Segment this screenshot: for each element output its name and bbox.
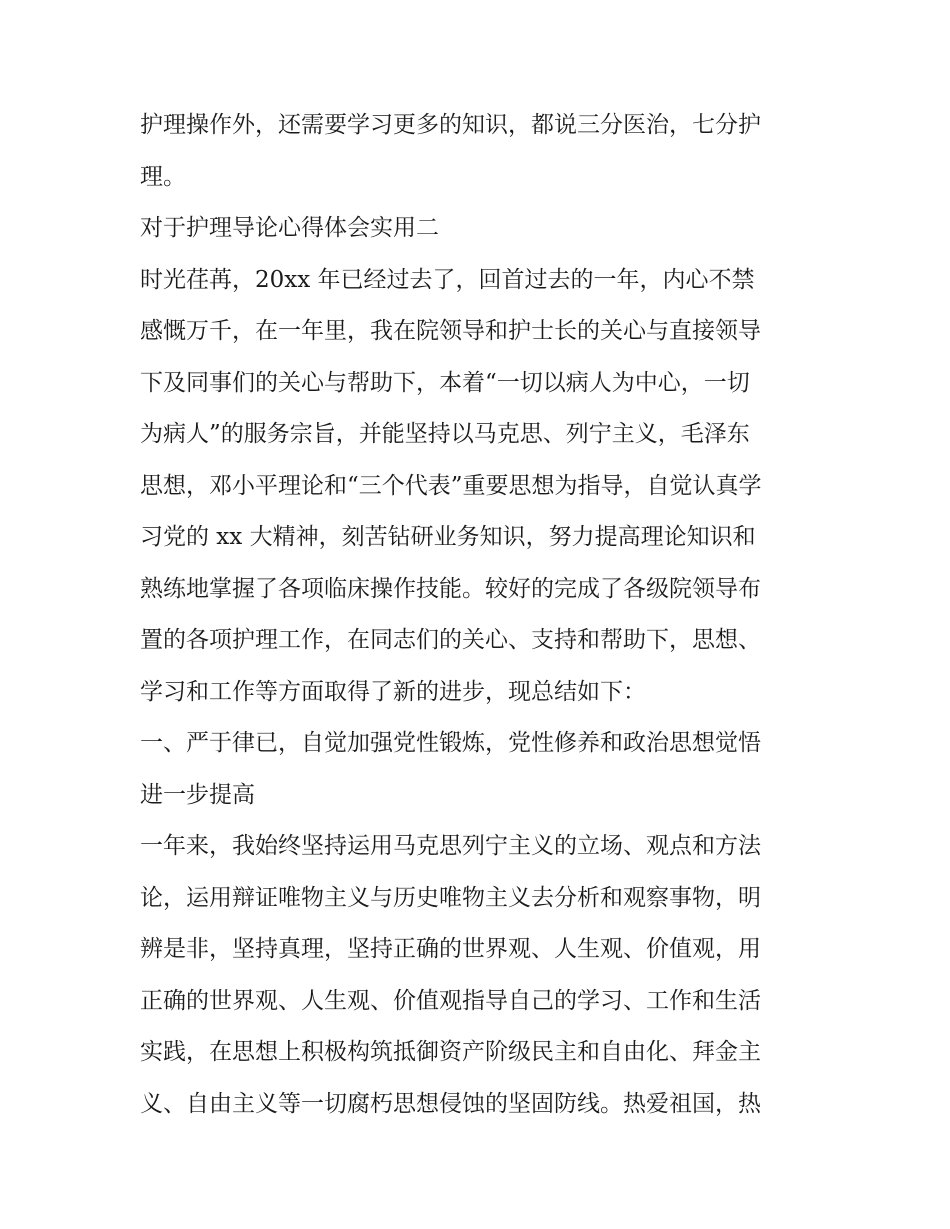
text-line-17: 辨是非，坚持真理，坚持正确的世界观、人生观、价值观，用	[140, 936, 761, 962]
text-line-6: 下及同事们的关心与帮助下，本着“一切以病人为中心，一切	[140, 369, 750, 396]
text-line-18: 正确的世界观、人生观、价值观指导自己的学习、工作和生活	[140, 987, 761, 1014]
subsection-heading: 一、严于律已，自觉加强党性锻炼，党性修养和政治思想觉悟	[140, 730, 761, 756]
text-line-7: 为病人”的服务宗旨，并能坚持以马克思、列宁主义，毛泽东	[140, 421, 750, 447]
text-line-8: 思想，邓小平理论和“三个代表”重要思想为指导，自觉认真学	[140, 472, 762, 499]
text-line-10: 熟练地掌握了各项临床操作技能。较好的完成了各级院领导布	[140, 575, 761, 602]
text-line-2: 理。	[140, 163, 186, 190]
text-line-14: 进一步提高	[140, 781, 255, 808]
text-line-19: 实践，在思想上积极构筑抵御资产阶级民主和自由化、拜金主	[140, 1039, 761, 1065]
text-line-11: 置的各项护理工作，在同志们的关心、支持和帮助下，思想、	[140, 627, 761, 653]
text-line-20: 义、自由主义等一切腐朽思想侵蚀的坚固防线。热爱祖国，热	[140, 1090, 761, 1117]
section-heading: 对于护理导论心得体会实用二	[140, 215, 439, 241]
text-line-5: 感慨万千，在一年里，我在院领导和护士长的关心与直接领导	[140, 318, 761, 344]
text-line-1: 护理操作外，还需要学习更多的知识，都说三分医治，七分护	[140, 112, 761, 138]
document-body	[140, 100, 820, 1130]
text-line-4: 时光荏苒，20xx 年已经过去了，回首过去的一年，内心不禁	[140, 266, 755, 293]
text-line-15: 一年来，我始终坚持运用马克思列宁主义的立场、观点和方法	[140, 833, 761, 859]
text-line-9: 习党的 xx 大精神，刻苦钻研业务知识，努力提高理论知识和	[140, 524, 756, 550]
text-line-16: 论，运用辩证唯物主义与历史唯物主义去分析和观察事物，明	[140, 884, 761, 911]
text-line-12: 学习和工作等方面取得了新的进步，现总结如下：	[140, 678, 646, 705]
